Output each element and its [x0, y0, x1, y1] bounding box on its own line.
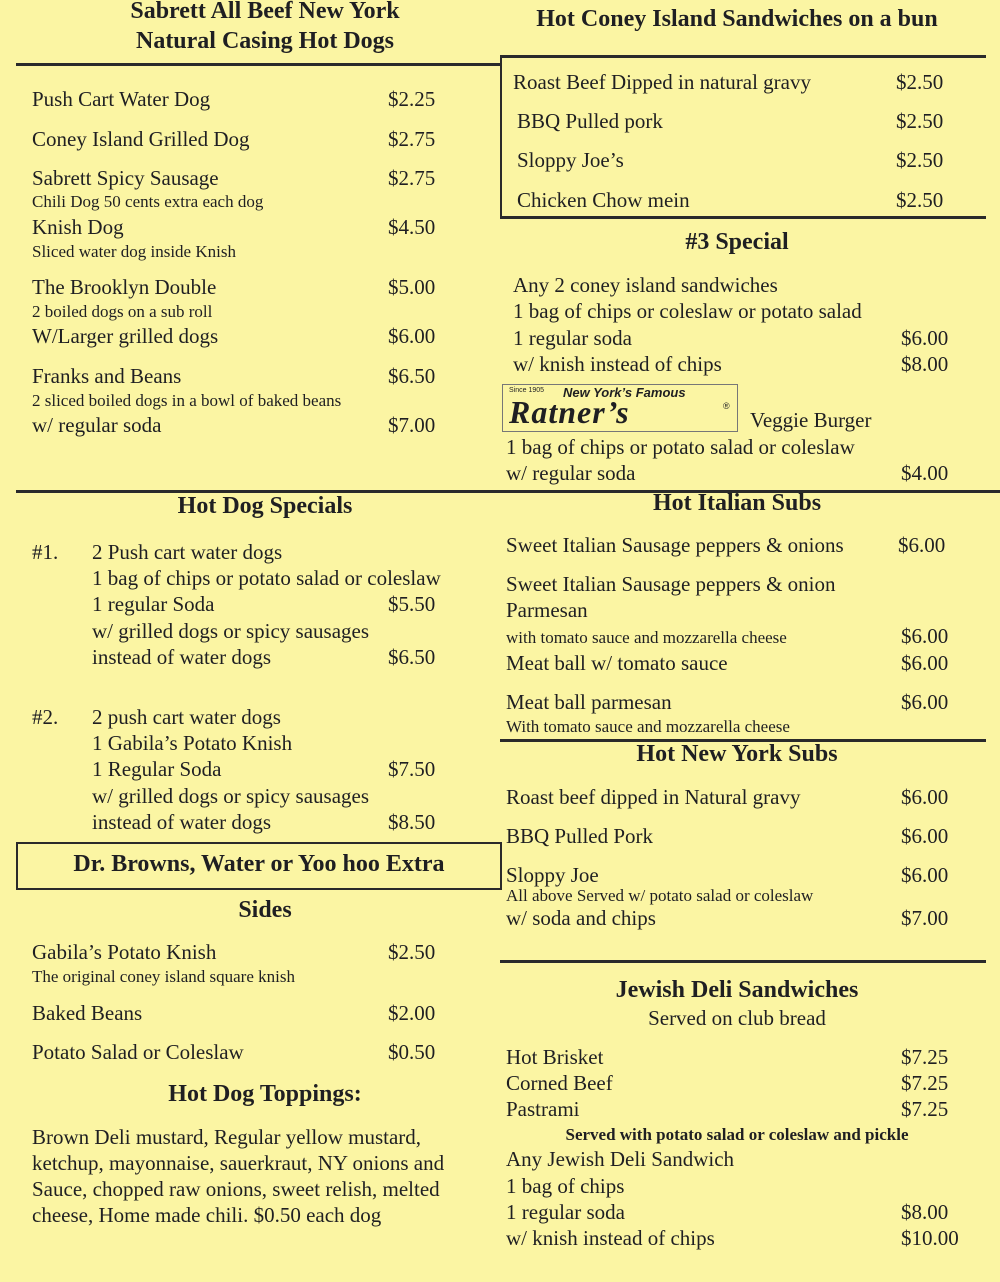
- menu-item-price: $2.50: [896, 70, 944, 94]
- divider: [500, 960, 986, 963]
- menu-item-note: Chili Dog 50 cents extra each dog: [32, 192, 264, 211]
- menu-item-note: 2 sliced boiled dogs in a bowl of baked beans: [32, 391, 342, 410]
- drinks-extra: Dr. Browns, Water or Yoo hoo Extra: [73, 851, 445, 877]
- menu-item-price: $6.00: [901, 651, 949, 675]
- special-line: 1 Regular Soda: [92, 757, 222, 781]
- menu-item-name: Franks and Beans: [32, 364, 182, 388]
- menu-item-price: $6.00: [901, 824, 949, 848]
- special-line: 1 regular soda: [506, 1200, 625, 1224]
- special3-title: #3 Special: [685, 229, 789, 255]
- menu-item-name: w/ soda and chips: [506, 906, 656, 930]
- menu-item-name: BBQ Pulled pork: [517, 109, 663, 133]
- menu-item-note: Sliced water dog inside Knish: [32, 242, 236, 261]
- special-line: 1 regular Soda: [92, 592, 215, 616]
- hot-dogs-header-line1: Sabrett All Beef New York: [130, 0, 400, 24]
- menu-item-name: Pastrami: [506, 1097, 580, 1121]
- menu-item-note: 2 boiled dogs on a sub roll: [32, 302, 213, 321]
- special-price: $8.00: [901, 352, 949, 376]
- deli-title: Jewish Deli Sandwiches: [615, 977, 859, 1003]
- side-note: The original coney island square knish: [32, 967, 295, 986]
- special-number: #1.: [32, 540, 59, 564]
- special-line: instead of water dogs: [92, 645, 272, 669]
- toppings-line: Brown Deli mustard, Regular yellow mustard,: [32, 1125, 422, 1149]
- menu-item-name: Chicken Chow mein: [517, 188, 690, 212]
- toppings-line: Sauce, chopped raw onions, sweet relish, melted: [32, 1177, 440, 1201]
- menu-item-name: W/Larger grilled dogs: [32, 324, 219, 348]
- special-line: w/ grilled dogs or spicy sausages: [92, 619, 370, 643]
- menu-item-price: $4.50: [388, 215, 436, 239]
- toppings-title: Hot Dog Toppings:: [168, 1081, 362, 1107]
- menu-item-note: With tomato sauce and mozzarella cheese: [506, 717, 790, 736]
- divider: [16, 63, 502, 66]
- special-line: 1 Gabila’s Potato Knish: [92, 731, 293, 755]
- sides-title: Sides: [238, 897, 292, 923]
- menu-item-price: $6.00: [901, 690, 949, 714]
- ny-subs-title: Hot New York Subs: [636, 741, 838, 767]
- toppings-line: ketchup, mayonnaise, sauerkraut, NY onions and: [32, 1151, 445, 1175]
- special-price: $10.00: [901, 1226, 959, 1250]
- menu-item-name: Sweet Italian Sausage peppers & onions: [506, 533, 844, 557]
- menu-item-price: $2.25: [388, 87, 436, 111]
- side-price: $0.50: [388, 1040, 436, 1064]
- special-price: $6.50: [388, 645, 436, 669]
- special-price: $8.00: [901, 1200, 949, 1224]
- special-line: 2 push cart water dogs: [92, 705, 281, 729]
- special-line: w/ grilled dogs or spicy sausages: [92, 784, 370, 808]
- menu-item-name: Sloppy Joe: [506, 863, 599, 887]
- menu-item-note: with tomato sauce and mozzarella cheese: [506, 628, 787, 647]
- menu-item-price: $6.00: [901, 863, 949, 887]
- menu-item-price: $6.00: [388, 324, 436, 348]
- menu-item-price: $2.75: [388, 127, 436, 151]
- menu-item-name: Sloppy Joe’s: [517, 148, 624, 172]
- special-line: 2 Push cart water dogs: [92, 540, 283, 564]
- menu-item-price: $7.00: [901, 906, 949, 930]
- special-line: 1 bag of chips: [506, 1174, 625, 1198]
- logo-brand: Ratner’s: [509, 394, 630, 430]
- menu-item-name: Parmesan: [506, 598, 588, 622]
- side-price: $2.00: [388, 1001, 436, 1025]
- specials-title: Hot Dog Specials: [177, 493, 353, 519]
- side-price: $2.50: [388, 940, 436, 964]
- special-line: 1 regular soda: [513, 326, 632, 350]
- menu-item-price: $5.00: [388, 275, 436, 299]
- divider: [500, 216, 986, 219]
- special-price: $5.50: [388, 592, 436, 616]
- menu-item-name: BBQ Pulled Pork: [506, 824, 654, 848]
- menu-item-price: $7.25: [901, 1097, 949, 1121]
- hot-dogs-header-line2: Natural Casing Hot Dogs: [135, 28, 394, 54]
- logo-registered-mark: ®: [723, 401, 730, 411]
- menu-item-name: Knish Dog: [32, 215, 124, 239]
- special-line: Any Jewish Deli Sandwich: [506, 1147, 735, 1171]
- special-line: w/ knish instead of chips: [506, 1226, 715, 1250]
- menu-item-name: Corned Beef: [506, 1071, 613, 1095]
- special-line: instead of water dogs: [92, 810, 272, 834]
- menu-item-name: Meat ball w/ tomato sauce: [506, 651, 728, 675]
- menu-item-price: $6.00: [898, 533, 946, 557]
- special-price: $8.50: [388, 810, 436, 834]
- menu-item-line: w/ regular soda: [506, 461, 636, 485]
- menu-item-price: $2.50: [896, 148, 944, 172]
- menu-item-name: Roast beef dipped in Natural gravy: [506, 785, 801, 809]
- menu-item-price: $2.50: [896, 109, 944, 133]
- menu-item-name: Sabrett Spicy Sausage: [32, 166, 219, 190]
- ratners-logo: [502, 384, 738, 432]
- divider: [500, 55, 986, 58]
- coney-title: Hot Coney Island Sandwiches on a bun: [536, 6, 938, 32]
- menu-item-price: $7.25: [901, 1071, 949, 1095]
- menu-item-name: Sweet Italian Sausage peppers & onion: [506, 572, 836, 596]
- special-price: $6.00: [901, 326, 949, 350]
- special-line: w/ knish instead of chips: [513, 352, 722, 376]
- menu-item-name: The Brooklyn Double: [32, 275, 217, 299]
- italian-subs-title: Hot Italian Subs: [652, 490, 822, 516]
- side-name: Potato Salad or Coleslaw: [32, 1040, 244, 1064]
- menu-item-price: $6.00: [901, 624, 949, 648]
- menu-item-price: $4.00: [901, 461, 949, 485]
- logo-since-text: Since 1905: [509, 387, 545, 394]
- menu-item-name: Push Cart Water Dog: [32, 87, 211, 111]
- menu-item-price: $2.75: [388, 166, 436, 190]
- menu-item-price: $2.50: [896, 188, 944, 212]
- side-name: Baked Beans: [32, 1001, 143, 1025]
- special-line: 1 bag of chips or potato salad or coleslaw: [92, 566, 441, 590]
- special-price: $7.50: [388, 757, 436, 781]
- toppings-line: cheese, Home made chili. $0.50 each dog: [32, 1203, 382, 1227]
- menu-item-name: Meat ball parmesan: [506, 690, 672, 714]
- menu-item-price: $6.50: [388, 364, 436, 388]
- menu-item-name: Hot Brisket: [506, 1045, 604, 1069]
- menu-item-price: $7.25: [901, 1045, 949, 1069]
- side-name: Gabila’s Potato Knish: [32, 940, 217, 964]
- deli-served-note: Served with potato salad or coleslaw and pickle: [565, 1125, 909, 1144]
- special-number: #2.: [32, 705, 59, 729]
- special-line: Any 2 coney island sandwiches: [513, 273, 778, 297]
- menu-item-name: Roast Beef Dipped in natural gravy: [513, 70, 811, 94]
- menu-item-name: Coney Island Grilled Dog: [32, 127, 250, 151]
- logo-tagline: New York’s Famous: [563, 385, 686, 400]
- menu-item-price: $6.00: [901, 785, 949, 809]
- menu-item-name: w/ regular soda: [32, 413, 162, 437]
- menu-item-note: All above Served w/ potato salad or coleslaw: [506, 886, 814, 905]
- vertical-divider: [500, 58, 502, 218]
- menu-item-price: $7.00: [388, 413, 436, 437]
- deli-subtitle: Served on club bread: [648, 1006, 826, 1030]
- menu-item-name: Veggie Burger: [750, 408, 872, 432]
- special-line: 1 bag of chips or coleslaw or potato salad: [513, 299, 862, 323]
- menu-item-line: 1 bag of chips or potato salad or coleslaw: [506, 435, 855, 459]
